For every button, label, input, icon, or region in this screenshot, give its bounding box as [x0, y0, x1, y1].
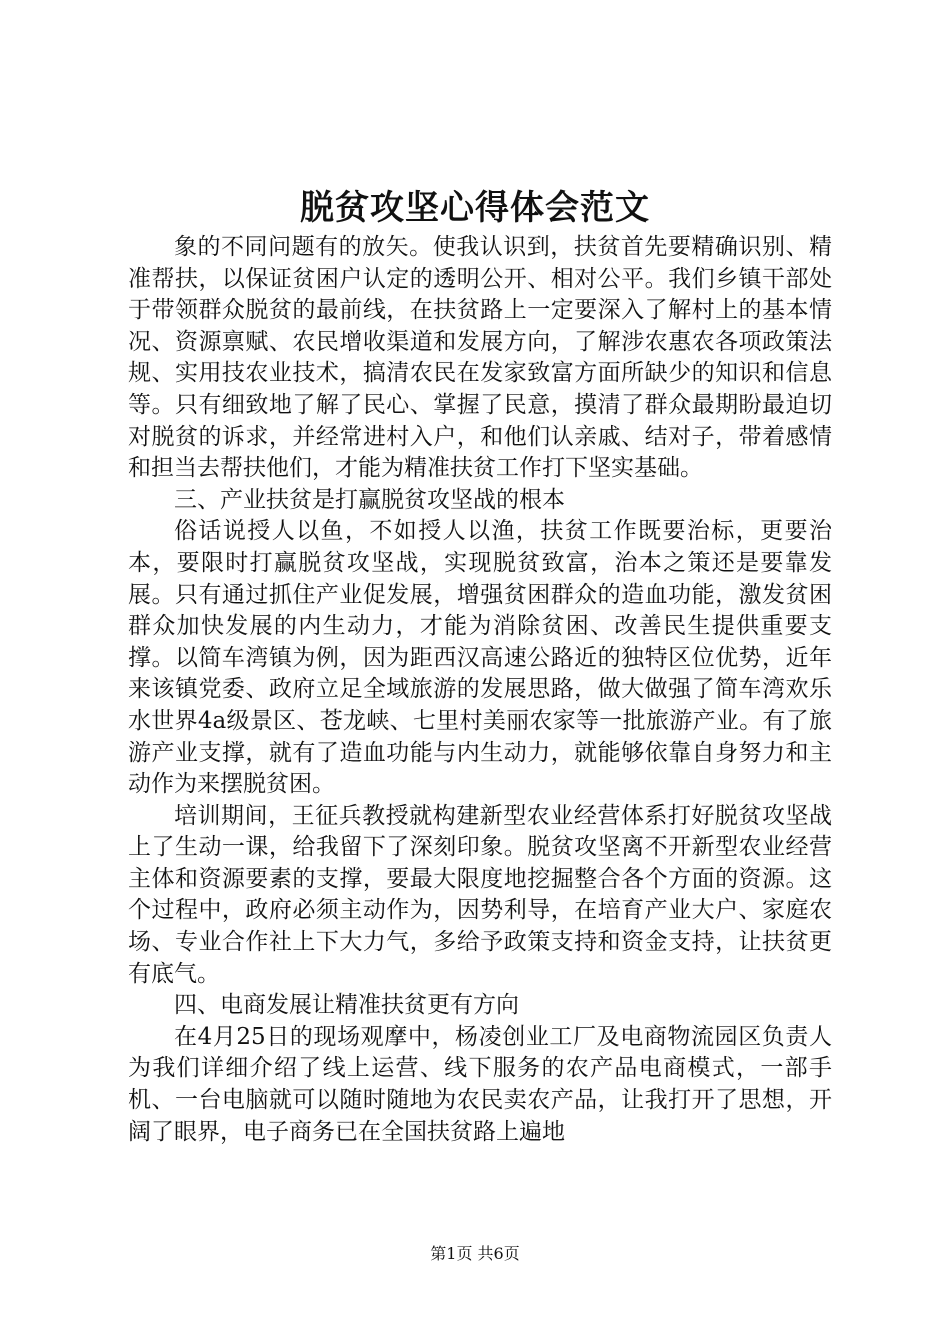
body-paragraph: 俗话说授人以鱼，不如授人以渔，扶贫工作既要治标，更要治本，要限时打赢脱贫攻坚战，实现脱贫致富，治本之策还是要靠发展。只有通过抓住产业促发展，增强贫困群众的造血功能，激发贫困群众加快发展的内生动力，才能为消除贫困、改善民生提供重要支撑。以简车湾镇为例，因为距西汉高速公路近的独特区位优势，近年来该镇党委、政府立足全域旅游的发展思路，做大做强了简车湾欢乐水世界4a级景区、苍龙峡、七里村美丽农家等一批旅游产业。有了旅游产业支撑，就有了造血功能与内生动力，就能够依靠自身努力和主动作为来摆脱贫困。: [128, 518, 832, 798]
body-paragraph: 培训期间，王征兵教授就构建新型农业经营体系打好脱贫攻坚战上了生动一课，给我留下了深刻印象。脱贫攻坚离不开新型农业经营主体和资源要素的支撑，要最大限度地挖掘整合各个方面的资源。这个过程中，政府必须主动作为，因势利导，在培育产业大户、家庭农场、专业合作社上下大力气，多给予政策支持和资金支持，让扶贫更有底气。: [128, 802, 832, 987]
section-heading: 四、电商发展让精准扶贫更有方向: [174, 992, 519, 1019]
document-title: 脱贫攻坚心得体会范文: [300, 188, 650, 228]
body-paragraph: 象的不同问题有的放矢。使我认识到，扶贫首先要精确识别、精准帮扶，以保证贫困户认定的透明公开、相对公平。我们乡镇干部处于带领群众脱贫的最前线，在扶贫路上一定要深入了解村上的基本情况、资源禀赋、农民增收渠道和发展方向，了解涉农惠农各项政策法规、实用技农业技术，搞清农民在发家致富方面所缺少的知识和信息等。只有细致地了解了民心、掌握了民意，摸清了群众最期盼最迫切对脱贫的诉求，并经常进村入户，和他们认亲戚、结对子，带着感情和担当去帮扶他们，才能为精准扶贫工作打下坚实基础。: [128, 234, 832, 482]
page-footer: 第1页 共6页: [430, 1244, 520, 1263]
section-heading: 三、产业扶贫是打赢脱贫攻坚战的根本: [174, 486, 565, 513]
document-body: [128, 232, 832, 1148]
body-paragraph: 在4月25日的现场观摩中，杨凌创业工厂及电商物流园区负责人为我们详细介绍了线上运营、线下服务的农产品电商模式，一部手机、一台电脑就可以随时随地为农民卖农产品，让我打开了思想，开阔了眼界，电子商务已在全国扶贫路上遍地: [128, 1023, 832, 1145]
